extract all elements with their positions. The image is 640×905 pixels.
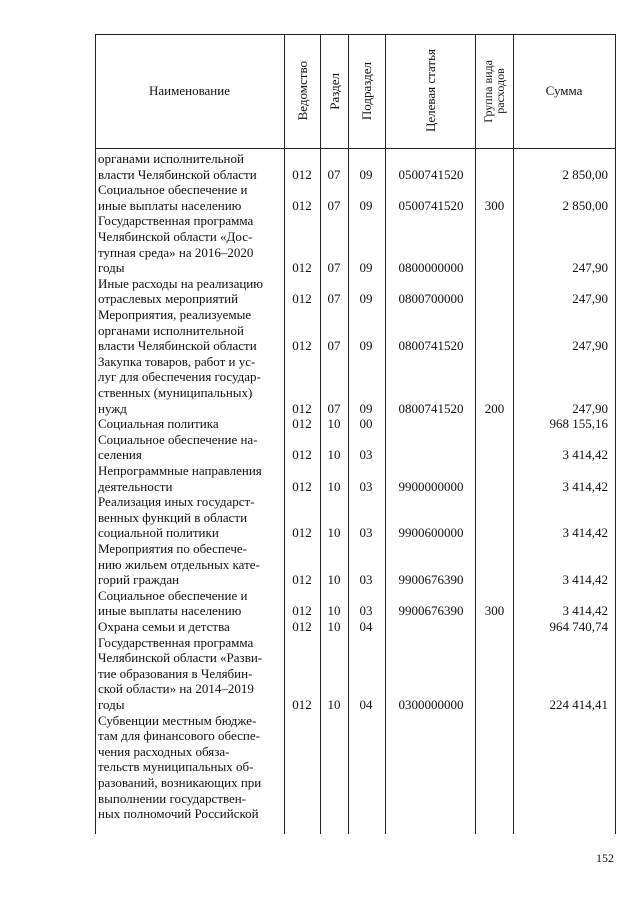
row-sum: 247,90 xyxy=(572,260,608,276)
table-row xyxy=(95,416,616,432)
table-row xyxy=(95,494,616,541)
row-name-line: луг для обеспечения государ- xyxy=(98,369,261,385)
row-name-line: иные выплаты населению xyxy=(98,197,242,213)
page-number: 152 xyxy=(596,851,614,865)
row-name-line: Охрана семьи и детства xyxy=(98,619,230,634)
header-celevaya xyxy=(385,34,475,148)
row-name-line: Реализация иных государст- xyxy=(98,494,255,510)
row-ved: 012 xyxy=(292,400,312,416)
row-pod: 09 xyxy=(359,166,373,182)
row-cel: 0800000000 xyxy=(398,260,464,276)
header-gruppa-line1: Группа вида xyxy=(481,59,495,123)
row-sum: 3 414,42 xyxy=(562,447,608,463)
table-row xyxy=(95,463,616,494)
row-sum: 247,90 xyxy=(572,338,608,354)
row-name-line: власти Челябинской области xyxy=(98,338,257,354)
row-name-line: ных полномочий Российской xyxy=(98,806,259,822)
row-name-line: тупная среда» на 2016–2020 xyxy=(98,244,254,260)
row-ved: 012 xyxy=(292,197,312,213)
row-grp: 300 xyxy=(484,603,505,619)
row-name-line: Государственная программа xyxy=(98,213,254,229)
row-ved: 012 xyxy=(292,603,312,619)
row-name-line: отраслевых мероприятий xyxy=(98,291,239,307)
row-name-line: Челябинской области «Дос- xyxy=(98,228,253,244)
row-pod: 03 xyxy=(359,603,373,619)
row-name-line: чения расходных обяза- xyxy=(98,743,230,759)
row-cel: 9900600000 xyxy=(398,525,464,541)
table-row xyxy=(95,182,616,213)
row-cel: 0800700000 xyxy=(398,291,464,307)
row-ved: 012 xyxy=(292,416,312,432)
row-pod: 09 xyxy=(359,197,373,213)
row-pod: 09 xyxy=(359,260,373,276)
row-raz: 10 xyxy=(327,478,341,494)
row-name-line: селения xyxy=(98,447,142,463)
row-ved: 012 xyxy=(292,166,312,182)
row-name-line: Субвенции местным бюдже- xyxy=(98,712,257,728)
row-pod: 04 xyxy=(359,697,373,712)
row-name-line: Мероприятия по обеспече- xyxy=(98,541,247,556)
row-raz: 10 xyxy=(327,697,341,712)
row-raz: 10 xyxy=(327,603,341,619)
header-summa xyxy=(513,34,615,148)
row-pod: 03 xyxy=(359,525,373,541)
row-ved: 012 xyxy=(292,572,312,588)
row-ved: 012 xyxy=(292,291,312,307)
row-name-line: нию жильем отдельных кате- xyxy=(98,556,260,572)
row-name-line: тие образования в Челябин- xyxy=(98,665,253,681)
row-sum: 247,90 xyxy=(572,291,608,307)
row-name-line: тельств муниципальных об- xyxy=(98,759,254,775)
row-name-line: Непрограммные направления xyxy=(98,463,262,478)
row-pod: 04 xyxy=(359,619,373,634)
row-cel: 9900676390 xyxy=(398,603,464,619)
row-raz: 10 xyxy=(327,416,341,432)
row-name-line: Челябинской области «Разви- xyxy=(98,650,263,666)
row-raz: 10 xyxy=(327,619,341,634)
row-pod: 09 xyxy=(359,291,373,307)
row-ved: 012 xyxy=(292,525,312,541)
table-row xyxy=(95,588,616,619)
row-name-line: годы xyxy=(98,696,125,712)
row-sum: 3 414,42 xyxy=(562,478,608,494)
row-pod: 09 xyxy=(359,400,373,416)
row-grp: 300 xyxy=(484,197,505,213)
header-name-text: Наименование xyxy=(149,83,230,98)
row-cel: 0500741520 xyxy=(398,197,464,213)
row-pod: 03 xyxy=(359,447,373,463)
row-pod: 03 xyxy=(359,478,373,494)
row-name-line: выполнении государствен- xyxy=(98,790,247,806)
table-row xyxy=(95,635,616,713)
row-sum: 247,90 xyxy=(572,400,608,416)
table-row xyxy=(95,432,616,463)
row-sum: 3 414,42 xyxy=(562,572,608,588)
header-vedomstvo xyxy=(284,34,320,148)
row-raz: 07 xyxy=(327,338,341,354)
row-name-line: Мероприятия, реализуемые xyxy=(98,307,252,322)
header-vedomstvo-text: Ведомство xyxy=(294,61,310,121)
row-cel: 0300000000 xyxy=(398,697,464,712)
row-name-line: горий граждан xyxy=(98,572,180,588)
row-sum: 224 414,41 xyxy=(549,697,608,712)
header-podrazdel-text: Подраздел xyxy=(359,61,374,121)
table-row xyxy=(95,713,616,822)
table-row xyxy=(95,213,616,275)
row-sum: 2 850,00 xyxy=(562,197,608,213)
row-name-line: разований, возникающих при xyxy=(98,774,262,790)
table-row xyxy=(95,354,616,416)
header-divider xyxy=(95,148,616,149)
row-name-line: там для финансового обеспе- xyxy=(98,728,260,744)
row-pod: 03 xyxy=(359,572,373,588)
header-gruppa-line2: расходов xyxy=(493,68,507,114)
row-name-line: социальной политики xyxy=(98,525,219,541)
row-name-line: годы xyxy=(98,260,125,276)
row-name-line: иные выплаты населению xyxy=(98,603,242,619)
row-raz: 07 xyxy=(327,197,341,213)
table-row xyxy=(95,541,616,588)
header-razdel-text: Раздел xyxy=(326,72,342,110)
row-name-line: органами исполнительной xyxy=(98,151,244,166)
row-name-line: Социальное обеспечение и xyxy=(98,182,248,198)
row-raz: 10 xyxy=(327,447,341,463)
header-summa-text: Сумма xyxy=(545,83,583,98)
row-name-line: деятельности xyxy=(98,478,173,494)
table-row xyxy=(95,307,616,354)
row-sum: 2 850,00 xyxy=(562,166,608,182)
row-ved: 012 xyxy=(292,697,312,712)
row-ved: 012 xyxy=(292,478,312,494)
row-name-line: нужд xyxy=(98,400,127,416)
row-name-line: Социальное обеспечение и xyxy=(98,587,248,603)
table-row xyxy=(95,619,616,635)
table-row xyxy=(95,276,616,307)
header-razdel xyxy=(320,34,348,148)
row-name-line: органами исполнительной xyxy=(98,322,244,338)
row-name-line: венных функций в области xyxy=(98,509,248,525)
header-name xyxy=(95,34,284,148)
row-sum: 3 414,42 xyxy=(562,603,608,619)
header-podrazdel xyxy=(348,34,385,148)
row-raz: 10 xyxy=(327,572,341,588)
row-cel: 9900676390 xyxy=(398,572,464,588)
row-raz: 07 xyxy=(327,166,341,182)
row-raz: 07 xyxy=(327,291,341,307)
budget-table xyxy=(95,34,616,834)
row-cel: 0800741520 xyxy=(398,338,464,354)
header-gruppa xyxy=(475,34,513,148)
row-cel: 9900000000 xyxy=(398,478,464,494)
row-ved: 012 xyxy=(292,447,312,463)
row-ved: 012 xyxy=(292,619,312,634)
row-name-line: Иные расходы на реализацию xyxy=(98,275,263,291)
row-ved: 012 xyxy=(292,260,312,276)
row-sum: 964 740,74 xyxy=(549,619,608,634)
row-raz: 10 xyxy=(327,525,341,541)
row-grp: 200 xyxy=(484,400,505,416)
row-name-line: Государственная программа xyxy=(98,634,254,650)
row-cel: 0800741520 xyxy=(398,400,464,416)
row-name-line: власти Челябинской области xyxy=(98,166,257,182)
row-name-line: Социальное обеспечение на- xyxy=(98,431,258,447)
row-name-line: ской области» на 2014–2019 xyxy=(98,681,254,697)
row-name-line: Социальная политика xyxy=(98,416,219,432)
row-pod: 00 xyxy=(359,416,373,432)
row-raz: 07 xyxy=(327,260,341,276)
table-row xyxy=(95,151,616,182)
row-ved: 012 xyxy=(292,338,312,354)
row-name-line: Закупка товаров, работ и ус- xyxy=(98,353,256,369)
row-sum: 968 155,16 xyxy=(549,416,608,432)
row-name-line: ственных (муниципальных) xyxy=(98,384,253,400)
row-raz: 07 xyxy=(327,400,341,416)
row-sum: 3 414,42 xyxy=(562,525,608,541)
header-celevaya-text: Целевая статья xyxy=(422,49,438,133)
row-cel: 0500741520 xyxy=(398,166,464,182)
row-pod: 09 xyxy=(359,338,373,354)
